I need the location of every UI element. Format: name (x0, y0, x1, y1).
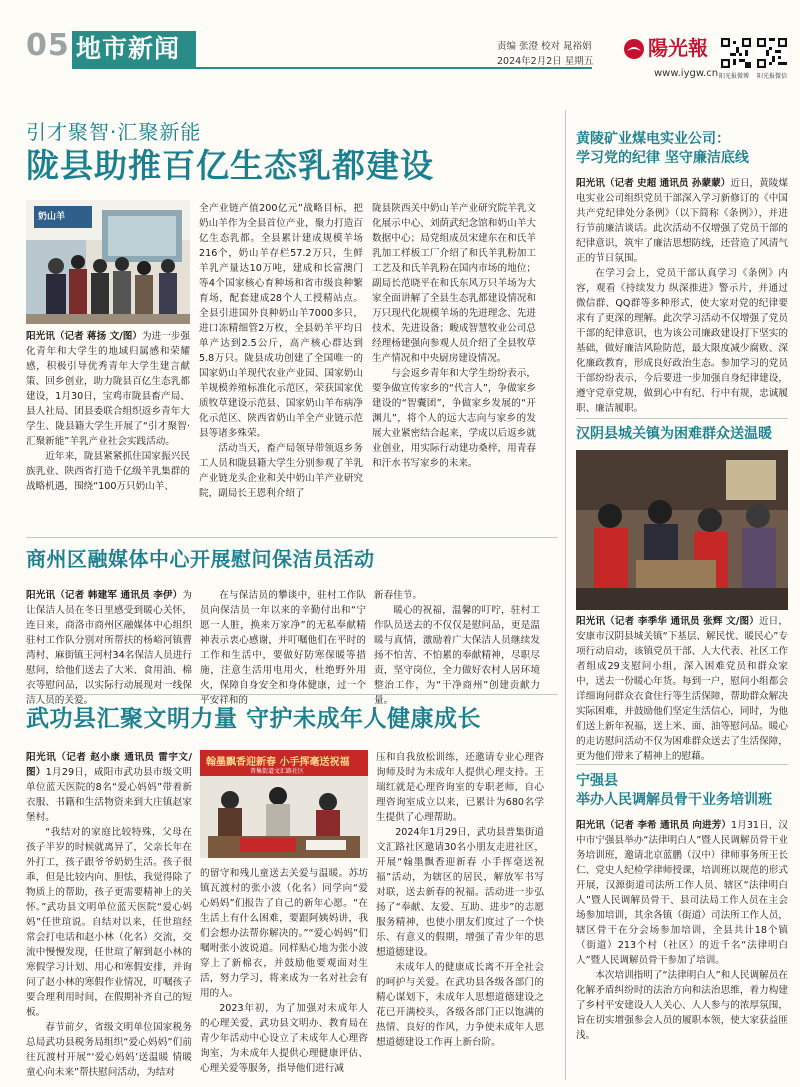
page-number: 05 (26, 28, 70, 63)
website-url: www.iygw.cn (654, 68, 719, 79)
weibo-qr-icon (721, 38, 751, 68)
sidebar-article3-headline-line1: 宁强县 (576, 773, 618, 789)
logo-text: 陽光報 (648, 36, 708, 60)
shangzhou-col1 (26, 588, 192, 706)
sidebar-divider (576, 764, 788, 765)
wugong-photo (200, 750, 368, 858)
wugong-col3-text: 压和自我放松训练，还邀请专业心理咨询师及时为未成年人提供心理支持。王瑞红就是心理咨询室的专职老师，自心理咨询室成立以来，已累计为680名学生提供了心理帮助。 (376, 752, 544, 823)
wugong-col1-text: 1月29日，咸阳市武功县市级文明单位蓝天医院的8名“爱心妈妈”带着新衣服、书籍和生活物资来到大庄镇赵家堡村。 (26, 767, 193, 823)
qr-label-weibo: 阳光报微博 (719, 73, 750, 80)
sidebar-divider (576, 418, 788, 419)
shangzhou-byline: 阳光讯（记者 韩建军 通讯员 李伊） (26, 590, 183, 601)
shangzhou-col2-text: 在与保洁员的攀谈中，驻村工作队员向保洁员一年以来的辛勤付出和“宁愿一人脏，换来万家净”的无私奉献精神表示衷心感谢，并叮嘱他们在平时的工作和生活中，要做好防寒保暖等措施，注意生活用电用火，杜绝野外用火，保障自身安全和身体健康，过一个平安祥和的 (200, 590, 366, 706)
editors-line: 责编 张澄 校对 晁裕娟 (497, 41, 592, 52)
sidebar-article3-text2: 本次培训指明了“法律明白人”和人民调解员在化解矛盾纠纷时的法治方向和法治思维，着力构建了乡村平安建设人人关心、人人参与的浓厚氛围，旨在切实增强参会人员的履职本领，使大家获益匪浅。 (576, 970, 788, 1041)
lead-col2-text2: 活动当天，畜产局领导带领返乡务工人员和陇县籍大学生分别参观了羊乳产业链龙头企业和关中奶山羊产业研究院，副局长王恩利介绍了 (199, 443, 363, 499)
lead-photo-sign: 奶山羊 (38, 212, 66, 222)
section-title-text: 地市新闻 (76, 34, 181, 63)
shangzhou-col3-text2: 暖心的祝福，温馨的叮咛，驻村工作队员送去的不仅仅是慰问品，更是温暖与真情，激励着广大保洁人员继续发扬不怕苦、不怕累的奉献精神，尽职尽责，坚守岗位，全力做好农村人居环境整治工作，为“干净商州”创建贡献力量。 (374, 605, 540, 706)
wugong-col1-text3: 春节前夕，省级文明单位国家税务总局武功县税务局组织“爱心妈妈”们前往瓦渡村开展“‘爱心妈妈’送温暖 情暖童心向未来”帮扶慰问活动，为结对 (26, 1022, 192, 1078)
wugong-photo-banner-sub: 普集街道文汇路社区 (250, 768, 305, 775)
lead-col3 (372, 201, 536, 537)
wugong-col2-text2: 2023年初，为了加强对未成年人的心理关爱，武功县文明办、教育局在青少年活动中心设立了未成年人心理咨询室，为未成年人提供心理健康评估、心理关爱等服务，指导他们进行减 (200, 1003, 368, 1074)
lead-col1-text2: 近年来，陇县紧紧抓住国家振兴民族乳业、陕西省打造千亿级羊乳集群的战略机遇，围绕“100万只奶山羊、 (26, 451, 190, 492)
sidebar-article3-body (576, 818, 788, 1080)
sidebar-article3-text: 1月31日，汉中市宁强县举办“法律明白人”暨人民调解员骨干业务培训班，邀请北京蓝鹏（汉中）律师事务所王长仁、党史人纪检学律师授课，培训班以规范的形式开展，汉源街道司法所工作人员、辖区“法律明白人”暨人民调解员骨干、县司法局工作人员在主会场参加培训，其余各镇（街道）司法所工作人员，辖区骨干在分会场参加培训，全县共计18个镇（街道）213个村（社区）的近千名“法律明白人”暨人民调解员骨干参加了培训。 (576, 820, 789, 966)
sidebar-article2-headline: 汉阴县城关镇为困难群众送温暖 (576, 426, 772, 442)
shangzhou-col3 (374, 588, 540, 706)
sun-logo-icon (622, 37, 646, 61)
qr-label-weixin: 阳光报微信 (757, 73, 788, 80)
lead-photo (26, 200, 190, 324)
shangzhou-headline: 商州区融媒体中心开展慰问保洁员活动 (26, 547, 375, 571)
wugong-col1 (26, 750, 192, 1080)
header-rule (72, 67, 592, 69)
wugong-col2-text: 的留守和残儿童送去关爱与温暖。苏坊镇瓦渡村的张小波（化名）同学向“爱心妈妈”们报告了自己的新年心愿。“在生活上有什么困难，要跟阿姨妈讲，我们会想办法帮你解决的。”“爱心妈妈”们嘱咐张小波说道。同样贴心地为张小波穿上了新棉衣，并鼓励他要观面对生活，努力学习，将来成为一名对社会有用的人。 (200, 868, 368, 999)
lead-col2 (199, 201, 363, 537)
wugong-byline: 阳光讯（记者 赵小康 通讯员 雷宇文/图） (26, 752, 192, 778)
lead-headline: 陇县助推百亿生态乳都建设 (26, 146, 434, 185)
divider (26, 537, 558, 538)
lead-col2-text: 全产业链产值200亿元”战略目标，把奶山羊作为全县首位产业，聚力打造百亿生态乳都。全县累计建成规模羊场216个，奶山羊存栏57.2万只，生鲜羊乳产量达10万吨，建成和长富澳门等4个国家核心育种场和省市级良种繁育场，配套建成28个人工授精站点。全县引进国外良种奶山羊7000多只，进口冻精细管2万枚，全县奶羊平均日单产达到2.5公斤，高产核心群达到5.8万只。陇县成功创建了全国唯一的国家奶山羊现代农业产业园、国家奶山羊规模养殖标准化示范区，荣获国家优质牧草建设示范县、国家奶山羊布病净化示范区、陕西省奶山羊全产业链示范县等诸多殊荣。 (199, 203, 363, 439)
wugong-col3-text3: 未成年人的健康成长离不开全社会的呵护与关爱。在武功县各级各部门的精心谋划下，未成年人思想道德建设之花已开满校头，各级各部门正以饱满的热情、良好的作风，力争使未成年人思想道德建设工作再上新台阶。 (376, 962, 544, 1048)
lead-col1 (26, 329, 190, 537)
sidebar-divider (565, 110, 566, 1080)
sidebar-article1-headline (576, 130, 786, 168)
sidebar-article3-byline: 阳光讯（记者 李希 通讯员 向进芳） (576, 820, 732, 831)
lead-kicker: 引才聚智·汇聚新能 (26, 120, 202, 144)
date-line: 2024年2月2日 星期五 (497, 56, 594, 67)
sidebar-article1-text2: 在学习会上，党员干部认真学习《条例》内容，观看《持续发力 纵深推进》警示片，并通过微信群、QQ群等多种形式，使大家对党的纪律要求有了更深的理解。此次学习活动不仅增强了党员干部的纪律意识，也为该公司廉政建设打下坚实的基础，做好廉洁风险防范，最大限度减少腐败、深化廉政教育，形成良好政治生态。参加学习的党员干部纷纷表示，今后要进一步加强自身纪律建设，遵守党章党规，做到心中有纪、行中有规，忠诚履职、廉洁履职。 (576, 268, 788, 414)
sidebar-article1-byline: 阳光讯（记者 史超 通讯员 孙蒙蒙） (576, 178, 731, 189)
sidebar-article2-photo (576, 450, 788, 610)
lead-byline: 阳光讯（记者 蒋扬 文/图） (26, 331, 142, 342)
lead-col3-text2: 与会返乡青年和大学生纷纷表示，要争做宣传家乡的“代言人”，争做家乡建设的“智囊团”，争做家乡发展的“开渊儿”，将个人的远大志向与家乡的发展大业紧密结合起来，学成以后返乡就业创业，用实际行动建功桑梓，用青春和汗水书写家乡的未来。 (372, 368, 536, 469)
wugong-col1-text2: “我结对的家庭比较特殊，父母在孩子半岁的时候就离异了，父亲长年在外打工，孩子跟爷爷奶奶生活。孩子很乖，但是比较内向、胆怯，我觉得除了物质上的帮助，孩子更需要精神上的关怀。”武功县文明单位蓝天医院“爱心妈妈”任世瑄说。自结对以来，任世瑄经常会打电话和赵小林（化名）交流，交流中慢慢发现，任世瑄了解到赵小林的寒假学习计划、用心和寒假安排，并询问了赵小林的寒假作业情况，叮嘱孩子要合理利用时间，在假期补齐自己的短板。 (26, 827, 192, 1018)
shangzhou-col1-text: 为让保洁人员在冬日里感受到暖心关怀，连日来，商洛市商州区融媒体中心组织驻村工作队分别对所帮扶的杨峪河镇曹湾村、麻街镇王河村34名保洁人员进行慰问，给他们送去了大米、食用油、棉衣等慰问品，以实际行动展现对一线保洁人员的关爱。 (26, 590, 192, 706)
page-header (0, 0, 800, 88)
sidebar-article3-headline (576, 772, 788, 810)
sidebar-article2-byline: 阳光讯（记者 李季华 通讯员 张辉 文/图） (576, 616, 759, 627)
newspaper-logo (622, 34, 714, 62)
sidebar-article2-body (576, 614, 788, 762)
sidebar-article2-text: 近日，安康市汉阴县城关镇“下基层、解民忧、暖民心”专项行动启动，该镇党员干部、人大代表、社区工作者组成29支慰问小组，深入困难党员和群众家中，送去一份暖心年货。每到一户，慰问小组都会详细询问群众衣食住行等生活保障，帮助群众解决实际困难，并鼓励他们坚定生活信心，同时，为他们送上新年祝福，送上米、面、油等慰问品。暖心的走访慰问活动不仅为困难群众送去了生活保障，更为他们带来了精神上的慰藉。 (576, 616, 788, 762)
lead-col1-text: 为进一步强化青年和大学生的地域归属感和荣耀感，积极引导优秀青年大学生建言献策、回乡创业，助力陇县百亿生态乳都建设，1月30日，宝鸡市陇县畜产局、县人社局、团县委联合组织返乡青年大学生、陇县籍大学生开展了“引才聚智·汇聚新能”羊乳产业社会实践活动。 (26, 331, 191, 447)
wugong-headline: 武功县汇聚文明力量 守护未成年人健康成长 (26, 706, 482, 732)
sidebar-article1-body (576, 176, 788, 416)
wugong-col3 (376, 750, 544, 1080)
lead-col3-text: 陇县陕西关中奶山羊产业研究院羊乳文化展示中心、刘荫武纪念馆和奶山羊大数据中心；局党组成员宋建东在和氏羊乳加工样板工厂介绍了和氏羊乳粉加工工艺及和氏羊乳粉在国内市场的地位；副局长范晓平在和氏东风万只羊场为大家全面讲解了全县生态乳都建设情况和万只现代化规模羊场的先进理念、先进技术、先进设备；畯成智慧牧业公司总经理杨建强向参观人员介绍了全县牧草生产情况和中央厨房建设情况。 (372, 203, 536, 364)
sidebar-article1-headline-line1: 黄陵矿业煤电实业公司： (576, 131, 730, 147)
wugong-col2 (200, 866, 368, 1080)
shangzhou-col3-text: 新春佳节。 (374, 590, 422, 601)
sidebar-article3-headline-line2: 举办人民调解员骨干业务培训班 (576, 792, 772, 808)
shangzhou-col2 (200, 588, 366, 706)
wugong-col3-text2: 2024年1月29日，武功县普集街道文汇路社区邀请30名小朋友走进社区，开展“翰墨飘香迎新春 小手挥毫送祝福”活动，为辖区的居民，解放军书写对联，送去新春的祝福。活动进一步弘扬了“奉献、友爱、互助、进步”的志愿服务精神，也使小朋友们度过了一个快乐、有意义的假期，增强了青少年的思想道德建设。 (376, 827, 544, 958)
weixin-qr-icon (757, 38, 787, 68)
divider (26, 694, 558, 695)
sidebar-article1-headline-line2: 学习党的纪律 坚守廉洁底线 (576, 150, 749, 166)
wugong-photo-banner: 翰墨飘香迎新春 小手挥毫送祝福 (206, 757, 350, 768)
sidebar-article1-text: 近日，黄陵煤电实业公司组织党员干部深入学习新修订的《中国共产党纪律处分条例》（以下简称《条例》），并进行节前廉洁谈话。此次活动不仅增强了党员干部的纪律意识，筑牢了廉洁思想防线，还营造了风清气正的节日氛围。 (576, 178, 788, 264)
